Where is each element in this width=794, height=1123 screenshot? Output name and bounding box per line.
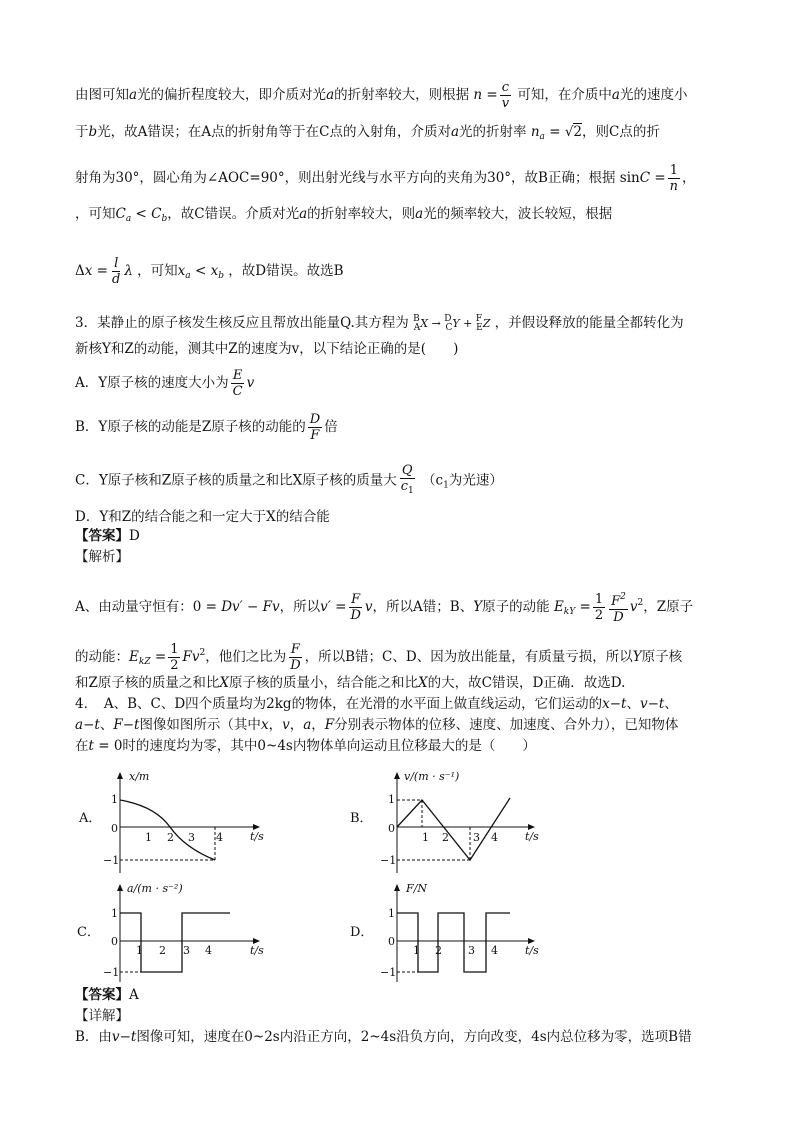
tick-x-4: 4	[216, 831, 223, 844]
tick-x-1: 1	[136, 944, 143, 957]
fraction: $\frac{Q}{c_1}$	[400, 463, 414, 496]
text: 光的频率较大，波长较短，根据	[423, 206, 613, 222]
q3-option-d: D．Y和Z的结合能之和一定大于X的结合能	[75, 509, 330, 525]
tick-x-2: 2	[435, 944, 442, 957]
y-arrow	[394, 884, 400, 891]
q3-analysis-3: 和Z原子核的质量之和比X原子核的质量小，结合能之和比X的大，故C错误，D正确．故选D.	[75, 675, 626, 691]
tick-y-neg1: −1	[103, 854, 120, 867]
text: 、	[99, 717, 114, 733]
text: 的动能：	[75, 649, 129, 665]
fraction: $\frac{1}{2}$	[170, 642, 179, 673]
answer-value: A	[129, 987, 139, 1003]
tick-x-3: 3	[183, 944, 190, 957]
y-arrow	[394, 772, 400, 779]
x-label: t/s	[525, 944, 539, 957]
tick-zero: 0	[388, 822, 395, 835]
q2-line-1: 由图可知a光的偏折程度较大，即介质对光a的折射率较大，则根据 n = $\frac{c}{v}$ 可知，在介质中a光的速度小	[75, 80, 688, 111]
text: ，故C错误。介质对光	[167, 206, 300, 222]
text: 可知，在介质中	[517, 87, 612, 103]
text: ，可知	[137, 263, 178, 279]
tick-x-2: 2	[159, 944, 166, 957]
q3-analysis-2: 的动能：$E_{kZ}$ = $\frac{1}{2}$ Fv$^2$，他们之比为 $\frac{F}{D}$ ，所以B错；C、D、因为放出能量，有质量亏损，所以Y原子核	[75, 642, 683, 673]
fraction: $\frac{c}{v}$	[501, 80, 510, 111]
text: ，所以	[279, 599, 321, 615]
q3-analysis-label: 【解析】	[75, 549, 129, 565]
graph-a	[75, 768, 275, 878]
text: ，可知	[75, 206, 116, 222]
q4-answer	[75, 985, 139, 1005]
tick-y-1: 1	[111, 793, 118, 806]
text: ，所以B错；C、D、因为放出能量，有质量亏损，所以	[304, 649, 633, 665]
fraction: $\frac{l}{d}$	[111, 256, 121, 287]
y-label: F/N	[406, 882, 427, 895]
tick-x-3: 3	[188, 831, 195, 844]
y-label: x/m	[129, 770, 150, 783]
tick-y-neg1: −1	[380, 966, 397, 979]
text: 光的偏折程度较大，即介质对光	[137, 87, 327, 103]
q2-line-5: Δx = $\frac{l}{d}$ λ ，可知$x_a < x_b$ ，故D错误。故选B	[75, 256, 344, 287]
answer-value: D	[129, 528, 140, 544]
y-arrow	[117, 772, 123, 779]
text: 、	[626, 696, 640, 712]
q3-analysis-1: A、由动量守恒有：0 = Dv′ − Fv，所以v′ = $\frac{F}{D}$ v，所以A错；B、Y原子的动能 $E_{kY}$ = $\frac{1}{2}$ $\frac{F^2}{D}$ $v^2$，Z原子	[75, 592, 694, 625]
text: 、	[664, 696, 678, 712]
option-label: A．	[79, 811, 102, 826]
text: 由图可知	[75, 87, 129, 103]
tick-zero: 0	[388, 935, 395, 948]
text: 分别表示物体的位移、速度、加速度、合外力），已知物体	[334, 717, 679, 733]
option-label: B．	[350, 811, 373, 826]
tick-x-4: 4	[491, 831, 498, 844]
text: ，Z原子	[643, 599, 694, 615]
y-arrow	[117, 884, 123, 891]
graph-b	[350, 768, 550, 878]
fraction: $\frac{1}{2}$	[594, 592, 604, 623]
text: 于	[75, 124, 89, 140]
text: 光的速度小	[619, 87, 688, 103]
text: 时的速度均为零，其中0~4s内物体单向运动且位移最大的是（ ）	[122, 738, 536, 754]
fraction: $\frac{F^2}{D}$	[611, 592, 626, 625]
fraction: $\frac{E}{C}$	[232, 368, 243, 399]
text: A、由动量守恒有：	[75, 599, 193, 615]
fraction: $\frac{1}{n}$	[669, 163, 679, 194]
q4-stem-1: 4． A、B、C、D四个质量均为2kg的物体，在光滑的水平面上做直线运动，它们运动的x−t、v−t、	[75, 696, 678, 712]
q2-line-2: 于b光，故A错误；在A点的折射角等于在C点的入射角，介质对a光的折射率 $n_a = √2$，则C点的折	[75, 124, 660, 142]
text: 射角为30°，圆心角为∠AOC=90°，则出射光线与水平方向的夹角为30°，故B正确；根据	[75, 170, 616, 186]
x-label: t/s	[525, 830, 539, 843]
q3-option-a: A．Y原子核的速度大小为 $\frac{E}{C}$ v	[75, 368, 255, 399]
tick-y-neg1: −1	[103, 966, 120, 979]
x-label: t/s	[250, 944, 264, 957]
text: 的折射率较大，则	[307, 206, 416, 222]
graph-c	[75, 880, 275, 985]
fraction: $\frac{F}{D}$	[290, 642, 301, 673]
q3-stem-1: 3．某静止的原子核发生核反应且帮放出能量Q.其方程为 $^B_A$X → $^D_C$Y + $^F_E$Z ，并假设释放的能量全都转化为	[75, 314, 684, 333]
curve	[120, 913, 230, 972]
text: B．Y原子核的动能是Z原子核的动能的	[75, 419, 306, 435]
text: ，所以A错；B、	[372, 599, 474, 615]
text: A．Y原子核的速度大小为	[75, 375, 229, 391]
curve	[397, 913, 510, 972]
tick-x-1: 1	[145, 831, 152, 844]
tick-zero: 0	[111, 935, 118, 948]
text: 和Z原子核的质量之和比	[75, 675, 220, 691]
q3-stem-2: 新核Y和Z的动能，测其中Z的速度为v，以下结论正确的是( )	[75, 341, 459, 357]
text: 在	[75, 738, 89, 754]
text: C．Y原子核和Z原子核的质量之和比X原子核的质量大	[75, 472, 397, 489]
q4-detail-1: B．由v−t图像可知，速度在0~2s内沿正方向，2~4s沿负方向，方向改变，4s内总位移为零，选项B错	[75, 1029, 692, 1045]
tick-y-1: 1	[388, 793, 395, 806]
text: 光的折射率	[459, 124, 527, 140]
option-label: C．	[77, 925, 100, 940]
text: （c	[422, 472, 444, 489]
tick-x-3: 3	[473, 831, 480, 844]
q4-stem-3: 在t = 0时的速度均为零，其中0~4s内物体单向运动且位移最大的是（ ）	[75, 738, 536, 754]
text: 的折射率较大，则根据	[334, 87, 470, 103]
text: 3．某静止的原子核发生核反应且帮放出能量Q.其方程为	[75, 315, 409, 331]
q4-detail-label: 【详解】	[75, 1008, 129, 1024]
option-label: D．	[350, 925, 374, 940]
answer-label: 【答案】	[75, 528, 129, 544]
tick-y-1: 1	[388, 907, 395, 920]
answer-label: 【答案】	[75, 987, 129, 1003]
text: ，他们之比为	[205, 649, 287, 665]
text: 图像如图所示（其中	[139, 717, 261, 733]
text: 原子核	[641, 649, 683, 665]
q2-line-4: ，可知$C_a < C_b$，故C错误。介质对光a的折射率较大，则a光的频率较大，波长较短，根据	[75, 206, 613, 224]
text: ，则C点的折	[582, 124, 660, 140]
y-label: v/(m · s⁻¹)	[404, 770, 460, 783]
q4-stem-2: a−t、F−t图像如图所示（其中x，v，a，F分别表示物体的位移、速度、加速度、合外力），已知物体	[75, 717, 679, 733]
tick-x-1: 1	[413, 944, 420, 957]
text: 为光速）	[448, 472, 503, 489]
text: 光，故A错误；在A点的折射角等于在C点的入射角，介质对	[97, 124, 451, 140]
tick-x-2: 2	[442, 831, 449, 844]
text: B．由	[75, 1029, 112, 1045]
tick-y-neg1: −1	[380, 854, 397, 867]
q2-line-3: 射角为30°，圆心角为∠AOC=90°，则出射光线与水平方向的夹角为30°，故B正确；根据 sinC = $\frac{1}{n}$ ，	[75, 163, 696, 194]
tick-y-1: 1	[111, 907, 118, 920]
text: 4． A、B、C、D四个质量均为2kg的物体，在光滑的水平面上做直线运动，它们运动的	[75, 696, 603, 712]
text: ，并假设释放的能量全都转化为	[494, 315, 684, 331]
text: 原子的动能	[482, 599, 550, 615]
fraction: $\frac{D}{F}$	[309, 412, 321, 443]
tick-x-4: 4	[205, 944, 212, 957]
text: 图像可知，速度在0~2s内沿正方向，2~4s沿负方向，方向改变，4s内总位移为零，选项B错	[136, 1029, 692, 1045]
q3-option-c: C．Y原子核和Z原子核的质量之和比X原子核的质量大 $\frac{Q}{c_1}$ （$c_1$为光速）	[75, 463, 503, 499]
text: ，故D错误。故选B	[228, 263, 344, 279]
curve	[397, 798, 510, 860]
curve	[120, 800, 215, 860]
q3-option-b	[75, 412, 338, 443]
tick-zero: 0	[111, 822, 118, 835]
text: 的大，故C错误，D正确．故选D.	[427, 675, 626, 691]
x-label: t/s	[250, 830, 264, 843]
tick-x-2: 2	[167, 831, 174, 844]
q3-answer	[75, 526, 140, 546]
tick-x-1: 1	[422, 831, 429, 844]
fraction: $\frac{F}{D}$	[350, 592, 361, 623]
y-label: a/(m · s⁻²)	[127, 882, 183, 895]
text: 原子核的质量小，结合能之和比	[229, 675, 419, 691]
tick-x-4: 4	[491, 944, 498, 957]
graph-d	[350, 880, 550, 985]
text: 倍	[324, 419, 338, 435]
tick-x-3: 3	[468, 944, 475, 957]
